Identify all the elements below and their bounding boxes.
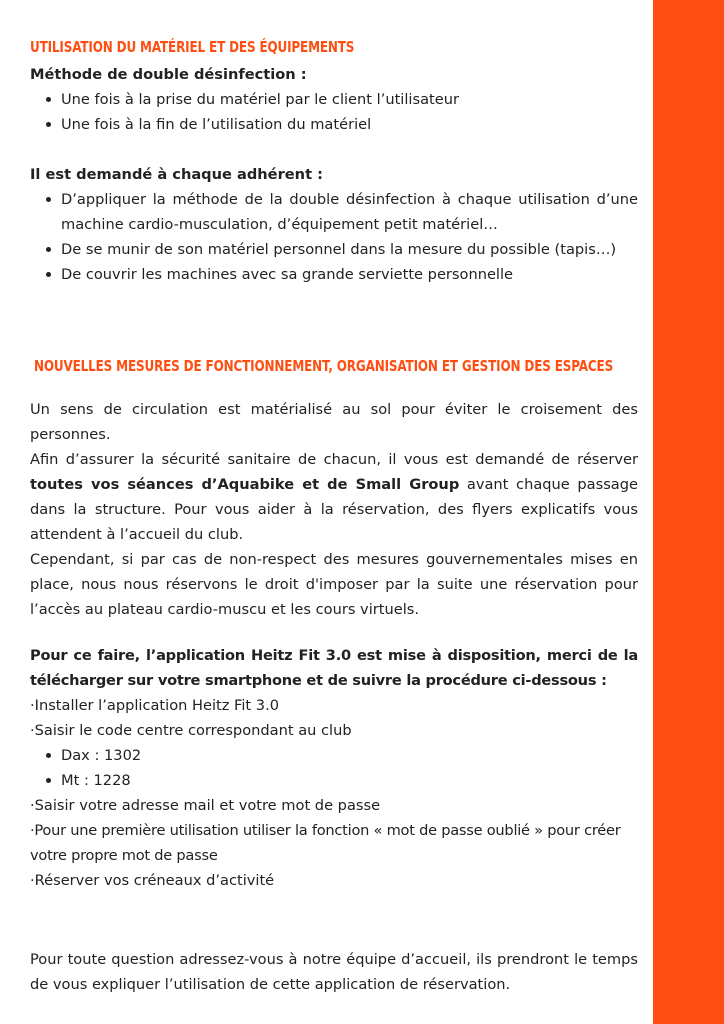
app-intro: Pour ce faire, l’application Heitz Fit 3.0 est mise à disposition, merci de la télécharger sur votre smartphone et de suivre la procédure ci-dessous : <box>30 647 638 689</box>
list-item: Dax : 1302 <box>30 743 638 768</box>
disinfection-method-block <box>30 62 638 137</box>
method-list <box>30 87 638 137</box>
reservation-highlight: toutes vos séances d’Aquabike et de Small Group <box>30 476 460 493</box>
list-item: Mt : 1228 <box>30 768 638 793</box>
reservation-text-end: avant chaque passage dans la structure. Pour vous aider à la réservation, des flyers explicatifs vous attendent à l’accueil du club. <box>30 476 638 543</box>
closing-block <box>30 947 638 997</box>
section-title-new-measures: NOUVELLES MESURES DE FONCTIONNEMENT, ORGANISATION ET GESTION DES ESPACES <box>34 357 614 375</box>
list-item: D’appliquer la méthode de la double désinfection à chaque utilisation d’une machine cardio-musculation, d’équipement petit matériel… <box>30 187 638 237</box>
closing-paragraph: Pour toute question adressez-vous à notre équipe d’accueil, ils prendront le temps de vous expliquer l’utilisation de cette application de réservation. <box>30 951 638 993</box>
member-requirements-block <box>30 162 638 287</box>
step-credentials: ·Saisir votre adresse mail et votre mot de passe <box>30 797 381 814</box>
step-install: ·Installer l’application Heitz Fit 3.0 <box>30 697 280 714</box>
reservation-text: Afin d’assurer la sécurité sanitaire de chacun, il vous est demandé de réserver <box>30 451 638 468</box>
member-label: Il est demandé à chaque adhérent : <box>30 166 323 183</box>
measures-text-block <box>30 397 638 622</box>
orange-side-stripe <box>653 0 724 1024</box>
restriction-paragraph: Cependant, si par cas de non-respect des mesures gouvernementales mises en place, nous nous réservons le droit d'imposer par la suite une réservation pour l’accès au plateau cardio-muscu et les cours virtuels. <box>30 551 638 618</box>
list-item: De se munir de son matériel personnel dans la mesure du possible (tapis…) <box>30 237 638 262</box>
list-item: Une fois à la fin de l’utilisation du matériel <box>30 112 638 137</box>
step-book: ·Réserver vos créneaux d’activité <box>30 872 275 889</box>
circulation-paragraph: Un sens de circulation est matérialisé au sol pour éviter le croisement des personnes. <box>30 401 638 443</box>
reservation-paragraph <box>30 447 638 547</box>
list-item: Une fois à la prise du matériel par le client l’utilisateur <box>30 87 638 112</box>
member-list <box>30 187 638 287</box>
list-item: De couvrir les machines avec sa grande serviette personnelle <box>30 262 638 287</box>
method-label: Méthode de double désinfection : <box>30 66 307 83</box>
section-title-equipment: UTILISATION DU MATÉRIEL ET DES ÉQUIPEMENTS <box>30 38 355 56</box>
step-center-code: ·Saisir le code centre correspondant au club <box>30 722 352 739</box>
center-code-list <box>30 743 638 793</box>
step-first-use: ·Pour une première utilisation utiliser la fonction « mot de passe oublié » pour créer votre propre mot de passe <box>30 822 621 864</box>
app-procedure-block <box>30 643 638 893</box>
